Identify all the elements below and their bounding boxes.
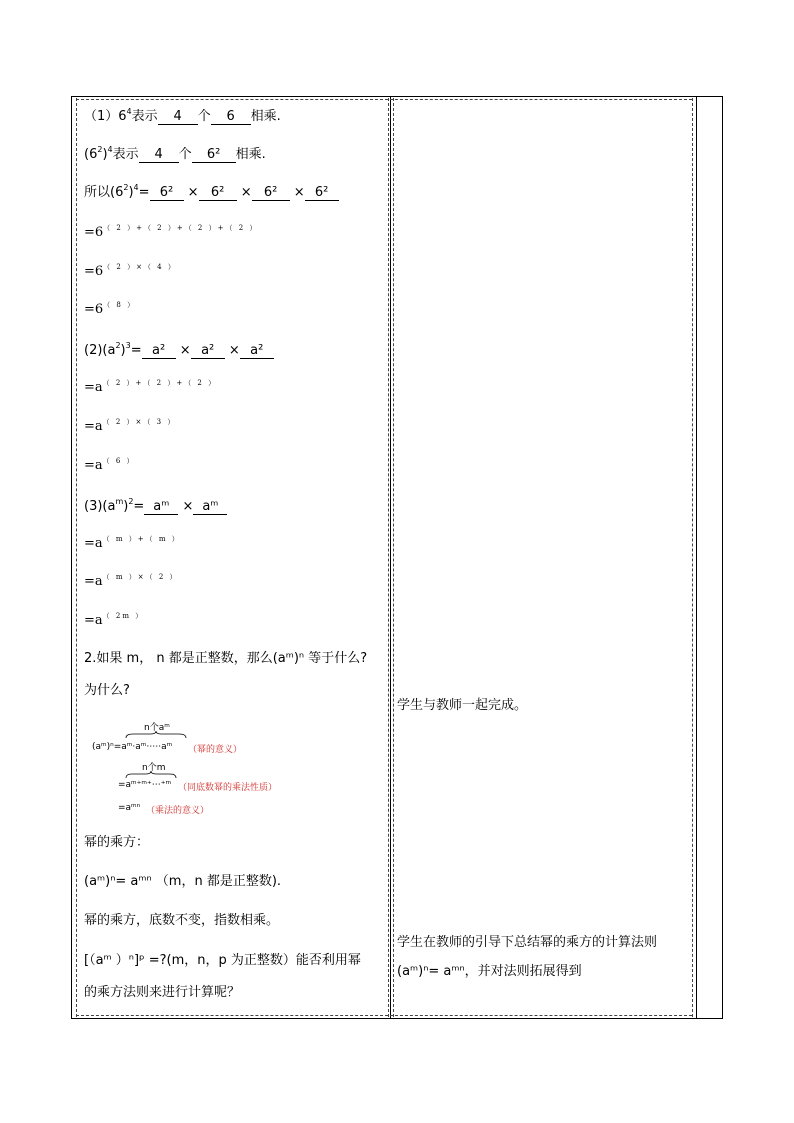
question-2: 2.如果 m， n 都是正整数，那么(aᵐ)ⁿ 等于什么?	[84, 651, 368, 666]
derivation-row-1: (aᵐ)ⁿ=aᵐ·aᵐ·⋯·aᵐ	[92, 742, 173, 752]
line-2: $(6^2)^4$表示 4 个 6² 相乘.	[84, 145, 266, 162]
question-2-why: 为什么?	[84, 683, 130, 698]
line-14: $=a^{( 2m )}$	[84, 612, 145, 628]
brace-label-2: n个m	[142, 763, 166, 773]
derivation-note-2: （同底数幂的乘法性质）	[178, 783, 278, 793]
brace-1	[125, 731, 187, 739]
table-divider-right	[696, 96, 697, 1019]
line-10: $=a^{( 6 )}$	[84, 457, 136, 473]
right-note-1: 学生与教师一起完成。	[397, 698, 528, 713]
middle-dashed-border-right	[393, 98, 394, 1017]
rule-text: 幂的乘方，底数不变，指数相乘。	[84, 913, 280, 928]
middle-dashed-border-left	[388, 98, 389, 1017]
right-dashed-border	[692, 98, 693, 1017]
left-dashed-border	[76, 98, 77, 1017]
line-4: $=6^{( 2 )+( 2 )+( 2 )+( 2 )}$	[84, 224, 259, 240]
derivation-row-2: =aᵐ⁺ᵐ⁺⋯⁺ᵐ	[118, 780, 172, 790]
line-3: 所以$(6^2)^4= 6^2 \times 6^2 \times 6^2 \times 6^2$	[84, 184, 339, 201]
line-6: $=6^{( 8 )}$	[84, 301, 137, 317]
line-8: $=a^{( 2 )+( 2 )+( 2 )}$	[84, 379, 218, 395]
line-1: $(1)6^4$表示 4 个 6 相乘.	[84, 107, 281, 124]
brace-label-1: n个aᵐ	[144, 723, 170, 733]
line-7: $(2)(a^2)^3= a^2 \times a^2 \times a^2$	[84, 342, 274, 359]
derivation-row-3: =aᵐⁿ	[118, 803, 141, 813]
extension-question-1: [（aᵐ ）ⁿ]ᵖ =?(m，n，p 为正整数）能否利用幂	[84, 953, 361, 968]
line-12: $=a^{( m )+( m )}$	[84, 535, 181, 551]
top-dashed-border	[76, 99, 692, 100]
brace-2	[125, 771, 177, 779]
derivation-figure	[92, 720, 352, 820]
line-11: $(3)(a^m)^2=$ aᵐ × aᵐ	[84, 498, 227, 515]
table-divider-middle	[390, 96, 391, 1019]
rule-formula: (aᵐ)ⁿ= aᵐⁿ （m，n 都是正整数).	[84, 874, 282, 889]
rule-title: 幂的乘方：	[84, 835, 150, 850]
right-note-2a: 学生在教师的引导下总结幂的乘方的计算法则	[397, 935, 658, 950]
derivation-note-3: （乘法的意义）	[146, 806, 210, 816]
bottom-dashed-border	[76, 1015, 692, 1016]
line-5: $=6^{( 2 )\times( 4 )}$	[84, 263, 177, 279]
derivation-note-1: （幂的意义）	[188, 745, 243, 755]
line-13: $=a^{( m )\times( 2 )}$	[84, 573, 179, 589]
line-9: $=a^{( 2 )\times( 3 )}$	[84, 418, 177, 434]
right-note-2b: (aᵐ)ⁿ= aᵐⁿ，并对法则拓展得到	[397, 964, 582, 979]
extension-question-2: 的乘方法则来进行计算呢？	[84, 985, 241, 1000]
